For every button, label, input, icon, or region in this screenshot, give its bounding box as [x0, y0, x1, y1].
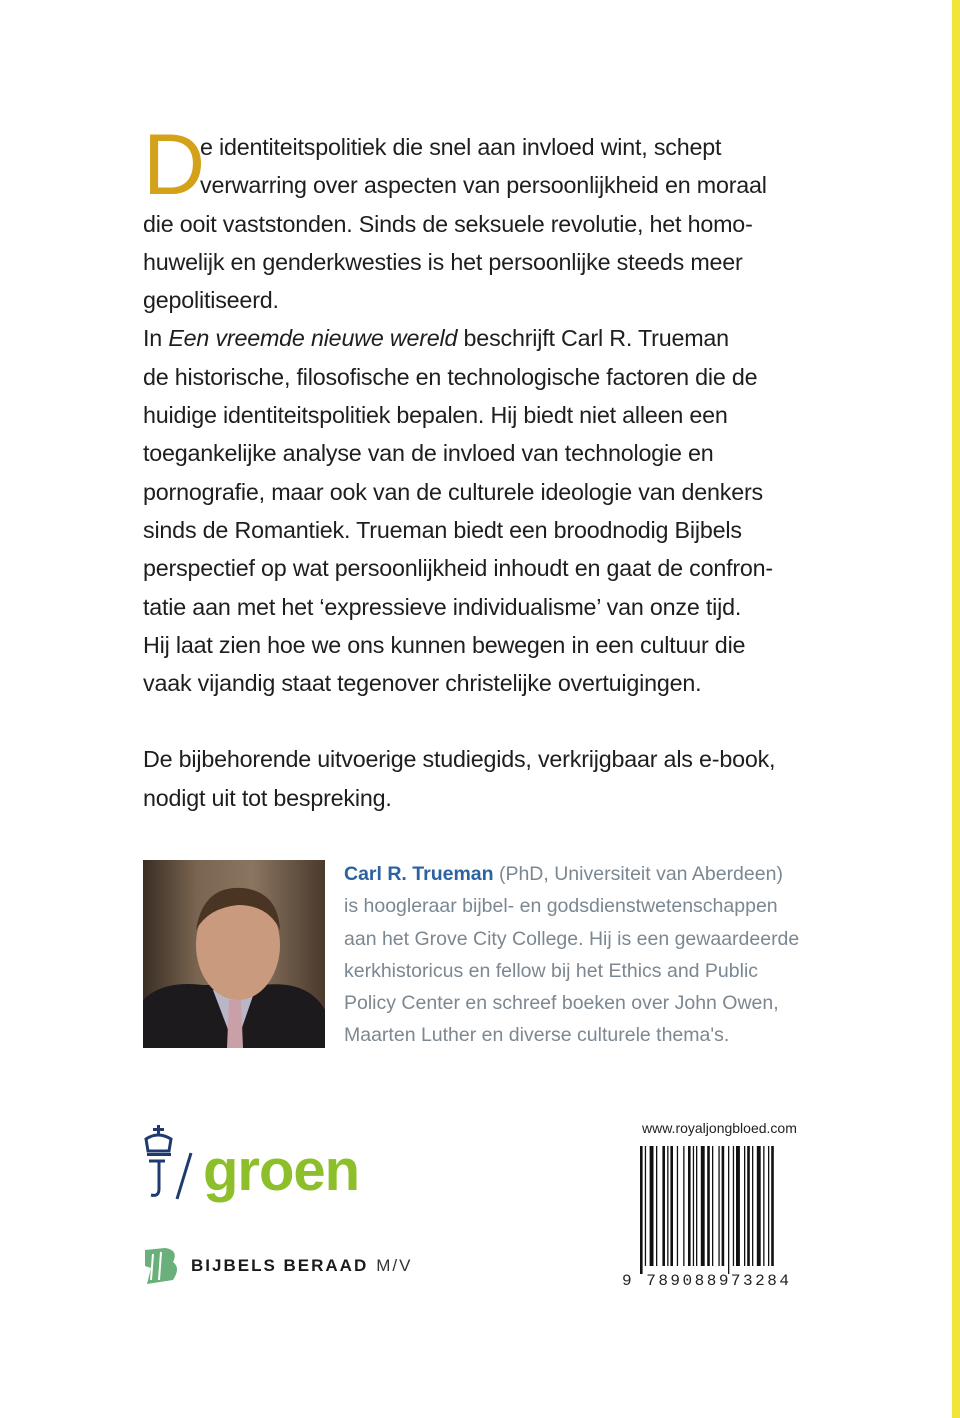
barcode-bar	[747, 1146, 750, 1266]
barcode-bar	[744, 1146, 745, 1266]
barcode-bar	[688, 1146, 691, 1266]
text: beschrijft Carl R. Trueman	[457, 325, 729, 352]
isbn-group: 973284	[718, 1272, 792, 1290]
studyguide-line: De bijbehorende uitvoerige studiegids, verkrijgbaar als e-book,	[143, 746, 776, 773]
barcode-bar	[757, 1146, 761, 1266]
blurb-line: Hij laat zien hoe we ons kunnen bewegen in een cultuur die	[143, 631, 746, 658]
blurb-line: huidige identiteitspolitiek bepalen. Hij biedt niet alleen een	[143, 402, 728, 429]
blurb-line: sinds de Romantiek. Trueman biedt een broodnodig Bijbels	[143, 516, 742, 543]
barcode-bar	[701, 1146, 705, 1266]
barcode-bar	[752, 1146, 753, 1266]
bijbels-beraad-logo	[143, 1246, 412, 1286]
barcode-bar	[707, 1146, 710, 1266]
barcode	[640, 1146, 814, 1274]
yellow-spine-stripe	[952, 0, 960, 1418]
barcode-bar	[693, 1146, 694, 1266]
barcode-bar	[763, 1146, 764, 1266]
blurb-line: die ooit vaststonden. Sinds de seksuele revolutie, het homo-	[143, 210, 753, 237]
blurb-line: de historische, filosofische en technologische factoren die de	[143, 363, 758, 390]
bio-line: Maarten Luther en diverse culturele thema's.	[344, 1024, 730, 1047]
barcode-bar	[677, 1146, 678, 1266]
bb-monogram-icon	[143, 1246, 181, 1286]
book-title: Een vreemde nieuwe wereld	[168, 325, 458, 352]
series-suffix: M/V	[376, 1256, 413, 1275]
blurb-line: pornografie, maar ook van de culturele ideologie van denkers	[143, 478, 763, 505]
barcode-bar	[670, 1146, 673, 1266]
barcode-bar	[736, 1146, 740, 1266]
author-name: Carl R. Trueman	[344, 863, 494, 885]
series-name: BIJBELS BERAAD	[191, 1256, 369, 1275]
blurb-line: verwarring over aspecten van persoonlijkheid en moraal	[200, 172, 767, 199]
isbn-digit: 9	[622, 1272, 635, 1290]
blurb-line	[143, 319, 843, 357]
blurb-line: tatie aan met het ‘expressieve individualisme’ van onze tijd.	[143, 593, 742, 620]
blurb-line: vaak vijandig staat tegenover christelijke overtuigingen.	[143, 670, 702, 697]
barcode-bar	[768, 1146, 769, 1266]
text: (PhD, Universiteit van Aberdeen)	[493, 863, 783, 885]
drop-cap: D	[143, 117, 206, 213]
barcode-bar	[667, 1146, 668, 1266]
author-photo	[143, 860, 325, 1048]
groen-logo	[143, 1125, 360, 1210]
crown-j-icon	[143, 1125, 203, 1205]
isbn-group: 789088	[646, 1272, 719, 1290]
groen-wordmark: groen	[203, 1138, 360, 1203]
barcode-bar	[718, 1146, 719, 1266]
blurb-text	[143, 128, 843, 817]
blurb-line: toegankelijke analyse van de invloed van technologie en	[143, 440, 714, 467]
blurb-line: gepolitiseerd.	[143, 287, 279, 314]
text: In	[143, 325, 169, 352]
bio-line: Policy Center en schreef boeken over John Owen,	[344, 992, 779, 1015]
blurb-line: huwelijk en genderkwesties is het persoonlijke steeds meer	[143, 248, 743, 275]
barcode-bar	[728, 1146, 729, 1274]
bio-line	[344, 858, 799, 890]
barcode-bar	[662, 1146, 665, 1266]
barcode-bar	[645, 1146, 646, 1266]
barcode-bar	[722, 1146, 725, 1266]
blurb-line: e identiteitspolitiek die snel aan invloed wint, schept	[200, 134, 722, 160]
barcode-bar	[640, 1146, 643, 1274]
barcode-bar	[771, 1146, 774, 1266]
studyguide-line: nodigt uit tot bespreking.	[143, 784, 392, 811]
blurb-line: perspectief op wat persoonlijkheid inhoudt en gaat de confron-	[143, 555, 773, 582]
bio-line: is hoogleraar bijbel- en godsdienstwetenschappen	[344, 895, 778, 918]
barcode-bar	[733, 1146, 734, 1266]
barcode-bar	[683, 1146, 684, 1266]
barcode-bar	[656, 1146, 657, 1266]
isbn-number	[622, 1272, 791, 1290]
bio-line: kerkhistoricus en fellow bij het Ethics and Public	[344, 959, 759, 982]
publisher-url: www.royaljongbloed.com	[642, 1120, 797, 1136]
bio-line: aan het Grove City College. Hij is een gewaardeerde	[344, 927, 800, 950]
barcode-bar	[696, 1146, 697, 1266]
barcode-bar	[712, 1146, 713, 1266]
author-bio	[344, 858, 799, 1052]
barcode-bar	[650, 1146, 654, 1266]
